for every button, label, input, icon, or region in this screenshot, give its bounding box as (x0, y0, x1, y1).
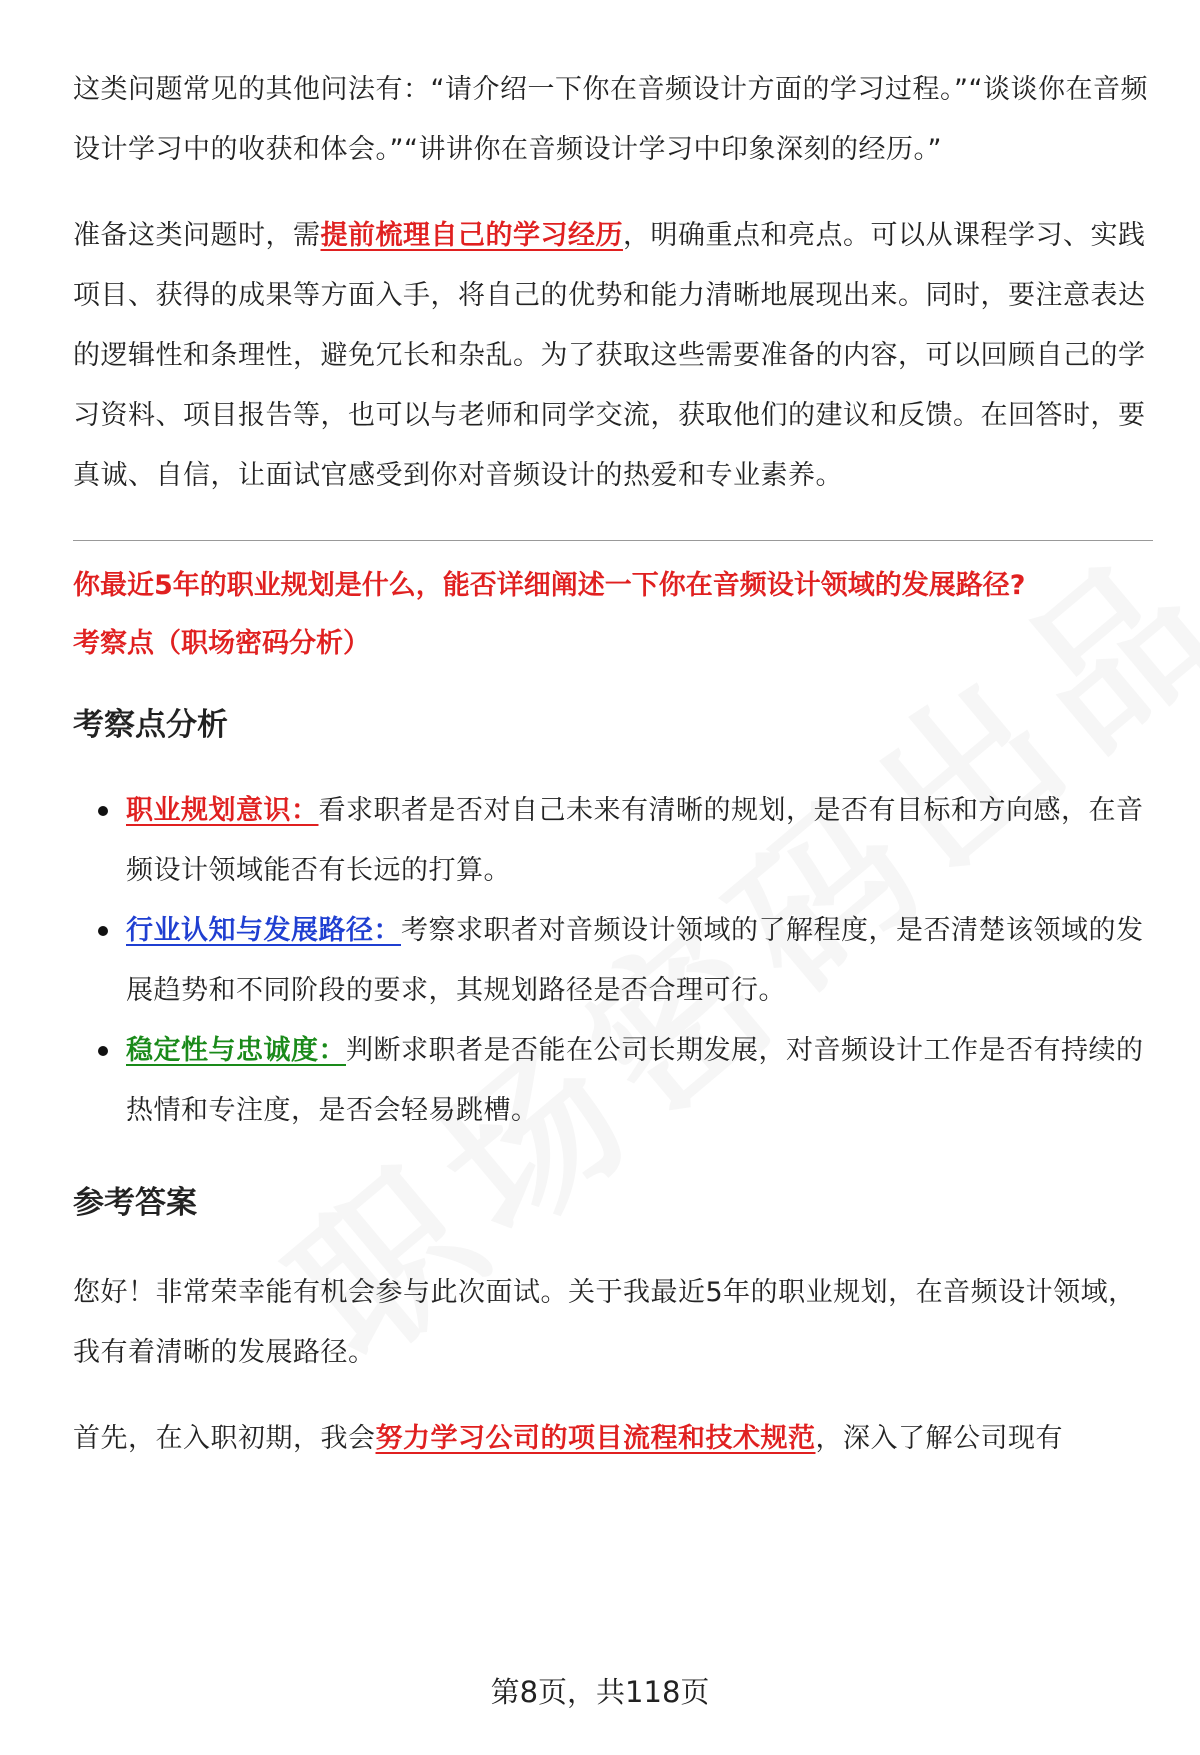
analysis-heading: 考察点分析 (73, 707, 228, 743)
document-page (73, 60, 1153, 1469)
analysis-list (73, 781, 1153, 1141)
answer-paragraph-1: 您好！非常荣幸能有机会参与此次面试。关于我最近5年的职业规划，在音频设计领域，我有着清晰的发展路径。 (73, 1277, 1136, 1368)
question-subtitle: 考察点（职场密码分析） (73, 628, 370, 659)
page-number: 第8页，共118页 (490, 1675, 710, 1709)
analysis-item-text: 判断求职者是否能在公司长期发展，对音频设计工作是否有持续的热情和专注度，是否会轻易跳槽。 (126, 1035, 1144, 1126)
analysis-item-label: 稳定性与忠诚度： (126, 1035, 346, 1066)
answer-paragraph-2 (73, 1409, 1153, 1469)
analysis-item-label: 职业规划意识： (126, 795, 319, 826)
analysis-item-industry-path (126, 901, 1153, 1021)
answer-p2-post: ，深入了解公司现有 (815, 1423, 1063, 1454)
answer-p2-pre: 首先，在入职初期，我会 (73, 1423, 376, 1454)
intro-p2-pre: 准备这类问题时，需 (73, 220, 321, 251)
bullet-icon (98, 926, 108, 936)
intro-p2-highlight: 提前梳理自己的学习经历 (320, 220, 623, 251)
intro-paragraph-2 (73, 206, 1153, 506)
analysis-item-career-awareness (126, 781, 1153, 901)
analysis-item-stability (126, 1021, 1153, 1141)
answer-heading: 参考答案 (73, 1185, 197, 1221)
answer-p2-highlight: 努力学习公司的项目流程和技术规范 (375, 1423, 816, 1454)
intro-p2-post: ，明确重点和亮点。可以从课程学习、实践项目、获得的成果等方面入手，将自己的优势和能力清晰地展现出来。同时，要注意表达的逻辑性和条理性，避免冗长和杂乱。为了获取这些需要准备的内容，可以回顾自己的学习资料、项目报告等，也可以与老师和同学交流，获取他们的建议和反馈。在回答时，要真诚、自信，让面试官感受到你对音频设计的热爱和专业素养。 (73, 220, 1146, 491)
analysis-item-text: 看求职者是否对自己未来有清晰的规划，是否有目标和方向感，在音频设计领域能否有长远的打算。 (126, 795, 1144, 886)
bullet-icon (98, 1046, 108, 1056)
bullet-icon (98, 806, 108, 816)
analysis-item-label: 行业认知与发展路径： (126, 915, 401, 946)
question-title: 你最近5年的职业规划是什么，能否详细阐述一下你在音频设计领域的发展路径? (73, 570, 1026, 601)
intro-paragraph-1: 这类问题常见的其他问法有：“请介绍一下你在音频设计方面的学习过程。”“谈谈你在音频设计学习中的收获和体会。”“讲讲你在音频设计学习中印象深刻的经历。” (73, 74, 1148, 165)
analysis-item-text: 考察求职者对音频设计领域的了解程度，是否清楚该领域的发展趋势和不同阶段的要求，其规划路径是否合理可行。 (126, 915, 1144, 1006)
